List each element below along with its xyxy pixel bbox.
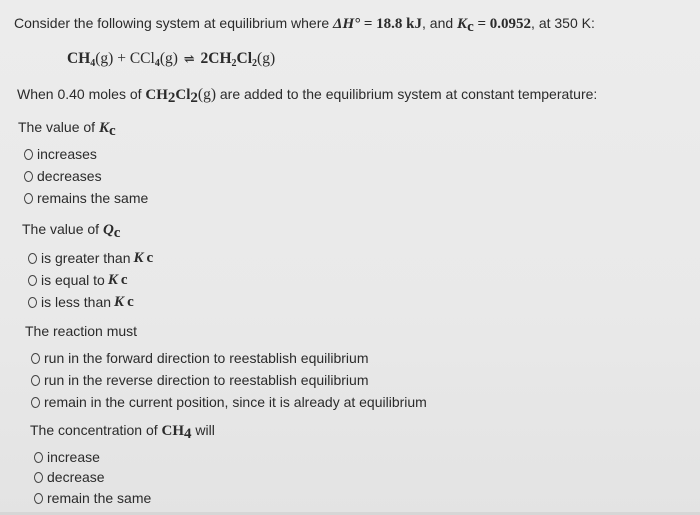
added-phase: (g) (197, 86, 216, 103)
radio-button[interactable] (28, 297, 37, 308)
intro-suffix: , at 350 K: (531, 15, 595, 31)
kc-symbol: K (457, 16, 468, 32)
q3-prompt-text: The reaction must (25, 323, 138, 339)
option-kc-symbol: K (133, 250, 144, 266)
radio-button[interactable] (34, 472, 43, 483)
reactant-ccl-sub: 4 (154, 58, 160, 69)
equilibrium-arrow: ⇌ (183, 51, 195, 66)
q2-qc-symbol: Q (102, 222, 114, 238)
kc-value: = 0.0952 (473, 16, 532, 32)
product-sub2: 2 (252, 58, 258, 69)
radio-button[interactable] (24, 149, 33, 160)
q1-option-increases[interactable] (24, 145, 97, 163)
kc-sub: c (467, 19, 474, 35)
added-prefix: When 0.40 moles of (17, 86, 146, 102)
q2-prompt (22, 220, 120, 239)
q4-suffix: will (191, 422, 215, 438)
option-label: remains the same (37, 190, 149, 206)
intro-middle: , and (422, 15, 458, 31)
added-sub2: 2 (190, 90, 198, 106)
added-species-ch: CH (145, 87, 168, 103)
q4-option-increase[interactable] (34, 448, 100, 466)
radio-button[interactable] (28, 275, 37, 286)
q1-prompt-text: The value of (18, 119, 99, 135)
option-label: decreases (37, 168, 102, 184)
radio-button[interactable] (28, 253, 37, 264)
q4-option-decrease[interactable] (34, 468, 105, 486)
q1-option-remains[interactable] (24, 189, 148, 207)
q4-prompt-text: The concentration of (30, 422, 162, 438)
option-label: decrease (47, 469, 105, 485)
option-label: remain the same (47, 490, 152, 506)
q4-prompt (30, 421, 215, 440)
radio-button[interactable] (24, 171, 33, 182)
added-statement (17, 85, 597, 104)
q2-option-greater[interactable]: is greater than K c (28, 249, 153, 267)
q1-kc-sub: c (108, 123, 116, 139)
q3-prompt (25, 322, 137, 340)
q1-option-decreases[interactable] (24, 167, 102, 185)
delta-h-symbol: ΔH° (333, 16, 361, 32)
product-cl: Cl (236, 50, 253, 67)
q2-option-equal[interactable]: is equal to K c (28, 271, 128, 289)
option-label: remain in the current position, since it is already at equilibrium (44, 394, 427, 410)
q4-species-sub: 4 (184, 426, 192, 442)
delta-h-value: = 18.8 kJ (360, 16, 423, 32)
product-phase: (g) (257, 50, 276, 67)
reactant2-phase: (g) (159, 50, 178, 67)
option-label: increases (37, 146, 97, 162)
product-ch: 2CH (200, 50, 232, 67)
q3-option-remain[interactable] (31, 393, 427, 411)
reactant-ch-sub: 4 (90, 58, 96, 69)
reaction-equation (67, 50, 275, 68)
q3-option-reverse[interactable] (31, 371, 369, 389)
q2-option-less[interactable]: is less than K c (28, 293, 134, 311)
added-suffix: are added to the equilibrium system at constant temperature: (215, 86, 598, 102)
option-label: is equal to (41, 272, 105, 288)
intro-text (14, 14, 595, 33)
q4-species: CH (161, 423, 185, 439)
q2-qc-sub: c (113, 225, 121, 241)
q1-kc-symbol: K (98, 120, 109, 136)
q3-option-forward[interactable] (31, 349, 369, 367)
radio-button[interactable] (31, 353, 40, 364)
option-label: run in the forward direction to reestablish equilibrium (44, 350, 369, 366)
radio-button[interactable] (34, 493, 43, 504)
radio-button[interactable] (24, 193, 33, 204)
radio-button[interactable] (31, 375, 40, 386)
option-label: is less than (41, 294, 112, 310)
option-label: is greater than (41, 250, 131, 266)
reactant-phase-plus: (g) + CCl (95, 50, 155, 67)
q2-prompt-text: The value of (22, 221, 103, 237)
q4-option-remain[interactable] (34, 489, 151, 507)
option-label: run in the reverse direction to reestablish equilibrium (44, 372, 369, 388)
q1-prompt (18, 118, 116, 137)
radio-button[interactable] (31, 397, 40, 408)
radio-button[interactable] (34, 452, 43, 463)
option-kc-symbol: K (114, 294, 125, 310)
option-label: increase (47, 449, 100, 465)
added-species-cl: Cl (175, 87, 191, 103)
product-sub1: 2 (231, 58, 237, 69)
reactant-ch: CH (67, 50, 91, 67)
intro-prefix: Consider the following system at equilibrium where (14, 15, 334, 31)
added-sub1: 2 (167, 90, 176, 106)
option-kc-symbol: K (107, 272, 118, 288)
